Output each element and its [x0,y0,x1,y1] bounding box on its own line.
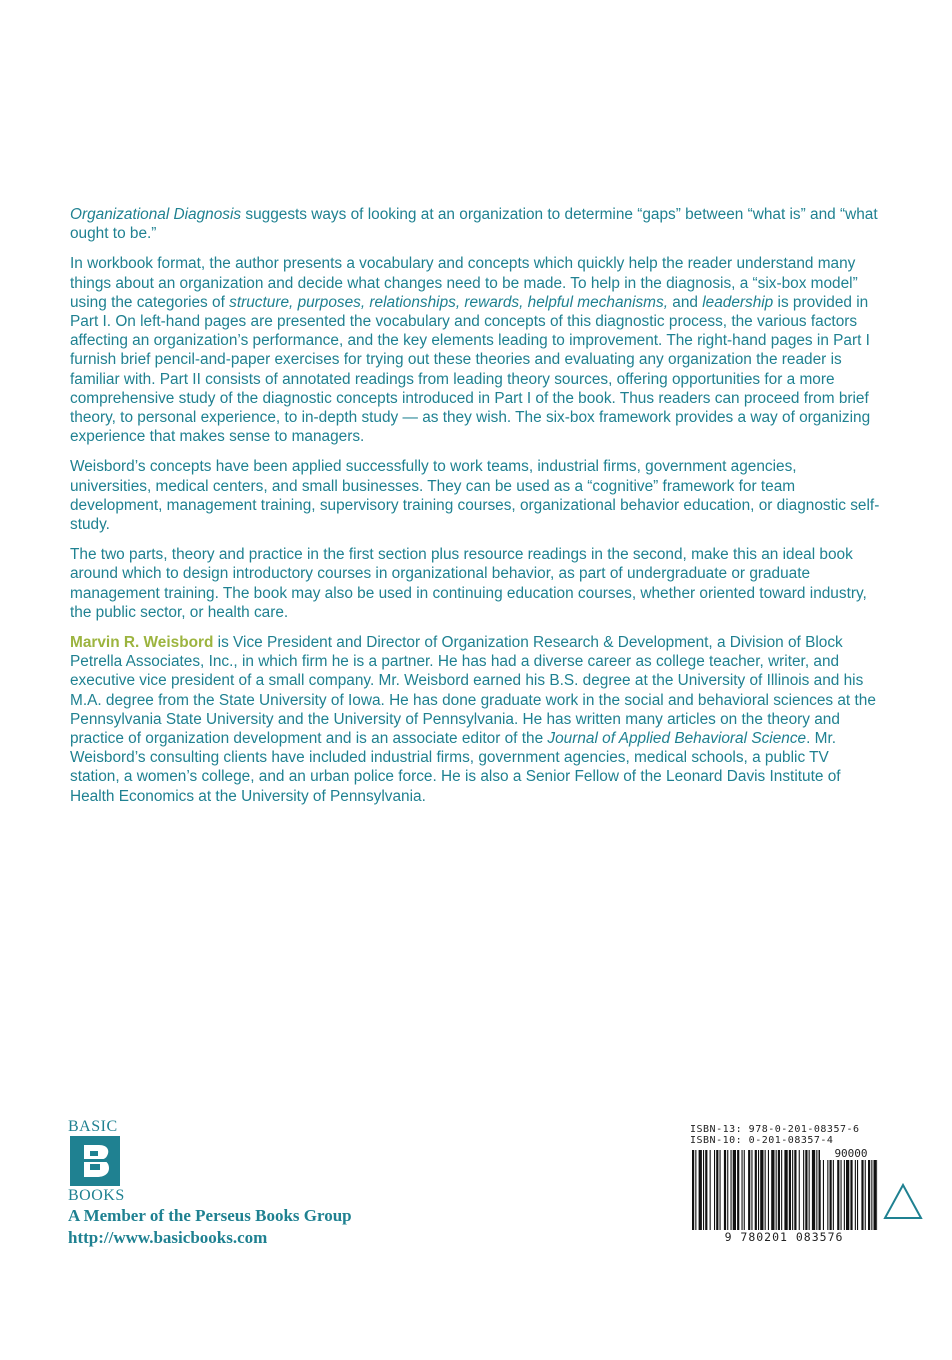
publisher-logo-top-word: BASIC [68,1118,118,1135]
publisher-logo-bottom-word: BOOKS [68,1187,125,1204]
description-text: suggests ways of looking at an organization to determine “gaps” between “what is” and “what ought to be.” [70,206,878,243]
triangle-icon [882,1182,924,1227]
cover-description [70,205,882,817]
description-paragraph-2 [70,254,882,446]
isbn-10: ISBN-10: 0-201-08357-4 [690,1135,834,1146]
publisher-member-line: A Member of the Perseus Books Group [68,1206,352,1225]
author-bio-text: . Mr. Weisbord’s consulting clients have included industrial firms, government agencies, medical schools, a public TV station, a women’s college, and an urban police force. He is also a Senior Fellow of the Leonard Davis Institute of Health Economics at the University of Pennsylvania. [70,730,841,805]
description-text: and [667,293,703,311]
author-bio-text: is Vice President and Director of Organization Research & Development, a Division of Block Petrella Associates, Inc., in which firm he is a partner. He has had a diverse career as college teacher, writer, and executive vice president of a small company. Mr. Weisbord earned his B.S. degree at the University of Illinois and his M.A. degree from the State University of Iowa. He has done graduate work in the social and behavioral sciences at the Pennsylvania State University and the University of Pennsylvania. He has written many articles on the theory and practice of organization development and is an associate editor of the [70,634,876,748]
book-title: Organizational Diagnosis [70,206,242,223]
publisher-imprint [68,1118,352,1249]
description-paragraph-3: Weisbord’s concepts have been applied successfully to work teams, industrial firms, government agencies, universities, medical centers, and small businesses. They can be used as a “cognitive” framework for team development, management training, supervisory training courses, organizational behavior education, or diagnostic self-study. [70,458,880,534]
barcode-digits: 9 780201 083576 [690,1230,878,1244]
author-name: Marvin R. Weisbord [70,634,214,652]
barcode-bars [692,1150,878,1238]
description-paragraph-1 [70,205,882,243]
publisher-url: http://www.basicbooks.com [68,1228,268,1247]
author-bio [70,633,882,806]
basic-books-b-logo-icon [70,1136,120,1186]
journal-title: Journal of Applied Behavioral Science [547,730,807,748]
six-box-categories: structure, purposes, relationships, rewards, helpful mechanisms, [229,293,668,311]
description-text: is provided in Part I. On left-hand pages are presented the vocabulary and concepts of this diagnostic process, the various factors affecting an organization’s performance, and the key elements leading to improvement. The right-hand pages in Part I furnish brief pencil-and-paper exercises for trying out these theories and evaluating any organization the reader is familiar with. Part II consists of annotated readings from leading theory sources, offering opportunities for a more comprehensive study of the diagnostic concepts introduced in Part I of the book. Thus readers can proceed from brief theory, to personal experience, to in-depth study — as they wish. The six-box framework provides a way of organizing experience that makes sense to managers. [70,293,871,446]
leadership-term: leadership [702,293,774,311]
isbn-13: ISBN-13: 978-0-201-08357-6 [690,1124,860,1135]
price-code: 90000 [820,1148,882,1160]
description-text: In workbook format, the author presents a vocabulary and concepts which quickly help the reader understand many things about an organization and decide what changes need to be made. To help in the diagnosis, a “six-box model” using the categories of [70,255,858,311]
isbn-barcode [690,1124,930,1248]
description-paragraph-4: The two parts, theory and practice in the first section plus resource readings in the second, make this an ideal book around which to design introductory courses in organizational behavior, as part of undergraduate or graduate management training. The book may also be used in continuing education courses, whether oriented toward industry, the public sector, or health care. [70,546,867,621]
